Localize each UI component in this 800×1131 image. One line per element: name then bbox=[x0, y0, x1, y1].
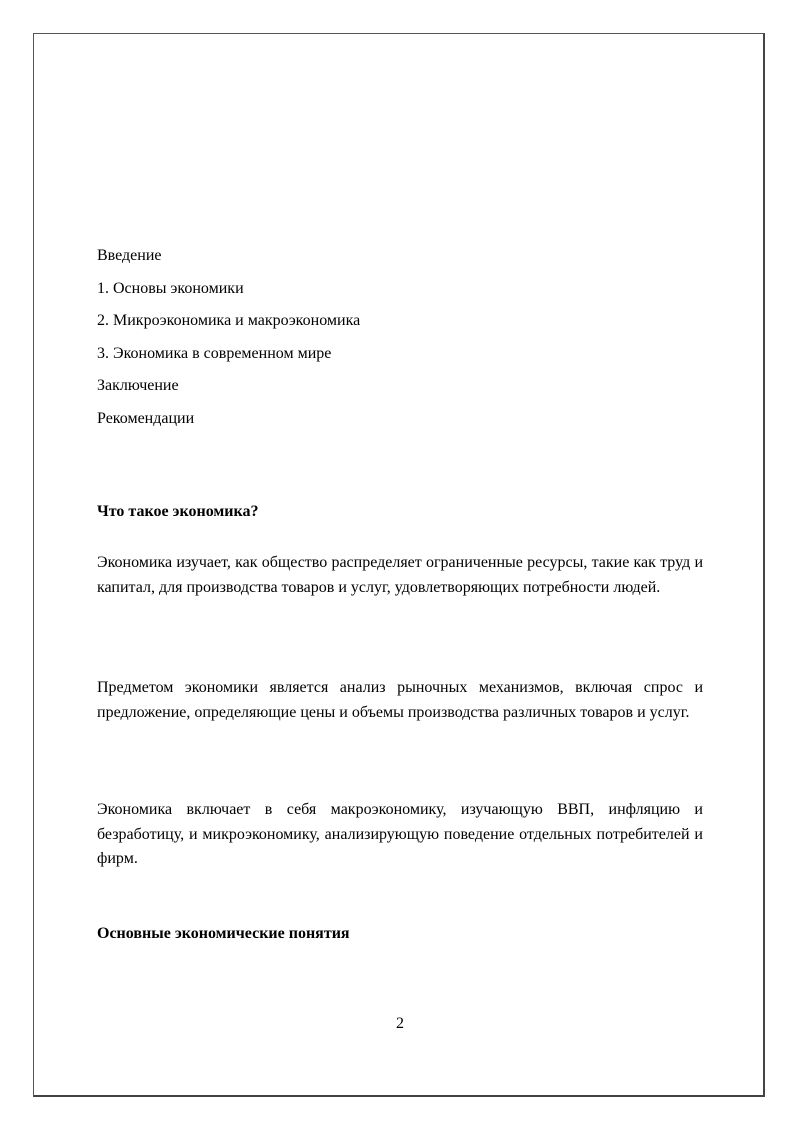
document-page bbox=[33, 33, 765, 1097]
paragraph-3: Экономика включает в себя макроэкономику, изучающую ВВП, инфляцию и безработицу, и микроэкономику, анализирующую поведение отдельных потребителей и фирм. bbox=[97, 801, 703, 867]
table-of-contents bbox=[97, 240, 703, 435]
page-number: 2 bbox=[396, 1015, 404, 1032]
section-heading-what-is-economics: Что такое экономика? bbox=[97, 503, 259, 520]
section-heading-basic-concepts: Основные экономические понятия bbox=[97, 925, 350, 942]
toc-item-conclusion: Заключение bbox=[97, 377, 179, 394]
paragraph-2: Предметом экономики является анализ рыночных механизмов, включая спрос и предложение, определяющие цены и объемы производства различных товаров и услуг. bbox=[97, 679, 703, 721]
toc-item-modern-economy: 3. Экономика в современном мире bbox=[97, 344, 332, 362]
paragraph-1: Экономика изучает, как общество распределяет ограниченные ресурсы, такие как труд и капитал, для производства товаров и услуг, удовлетворяющих потребности людей. bbox=[97, 554, 703, 596]
toc-item-recommendations: Рекомендации bbox=[97, 409, 195, 427]
toc-item-economics-basics: 1. Основы экономики bbox=[97, 279, 244, 297]
toc-item-introduction: Введение bbox=[97, 247, 162, 264]
toc-item-micro-macro: 2. Микроэкономика и макроэкономика bbox=[97, 312, 361, 329]
